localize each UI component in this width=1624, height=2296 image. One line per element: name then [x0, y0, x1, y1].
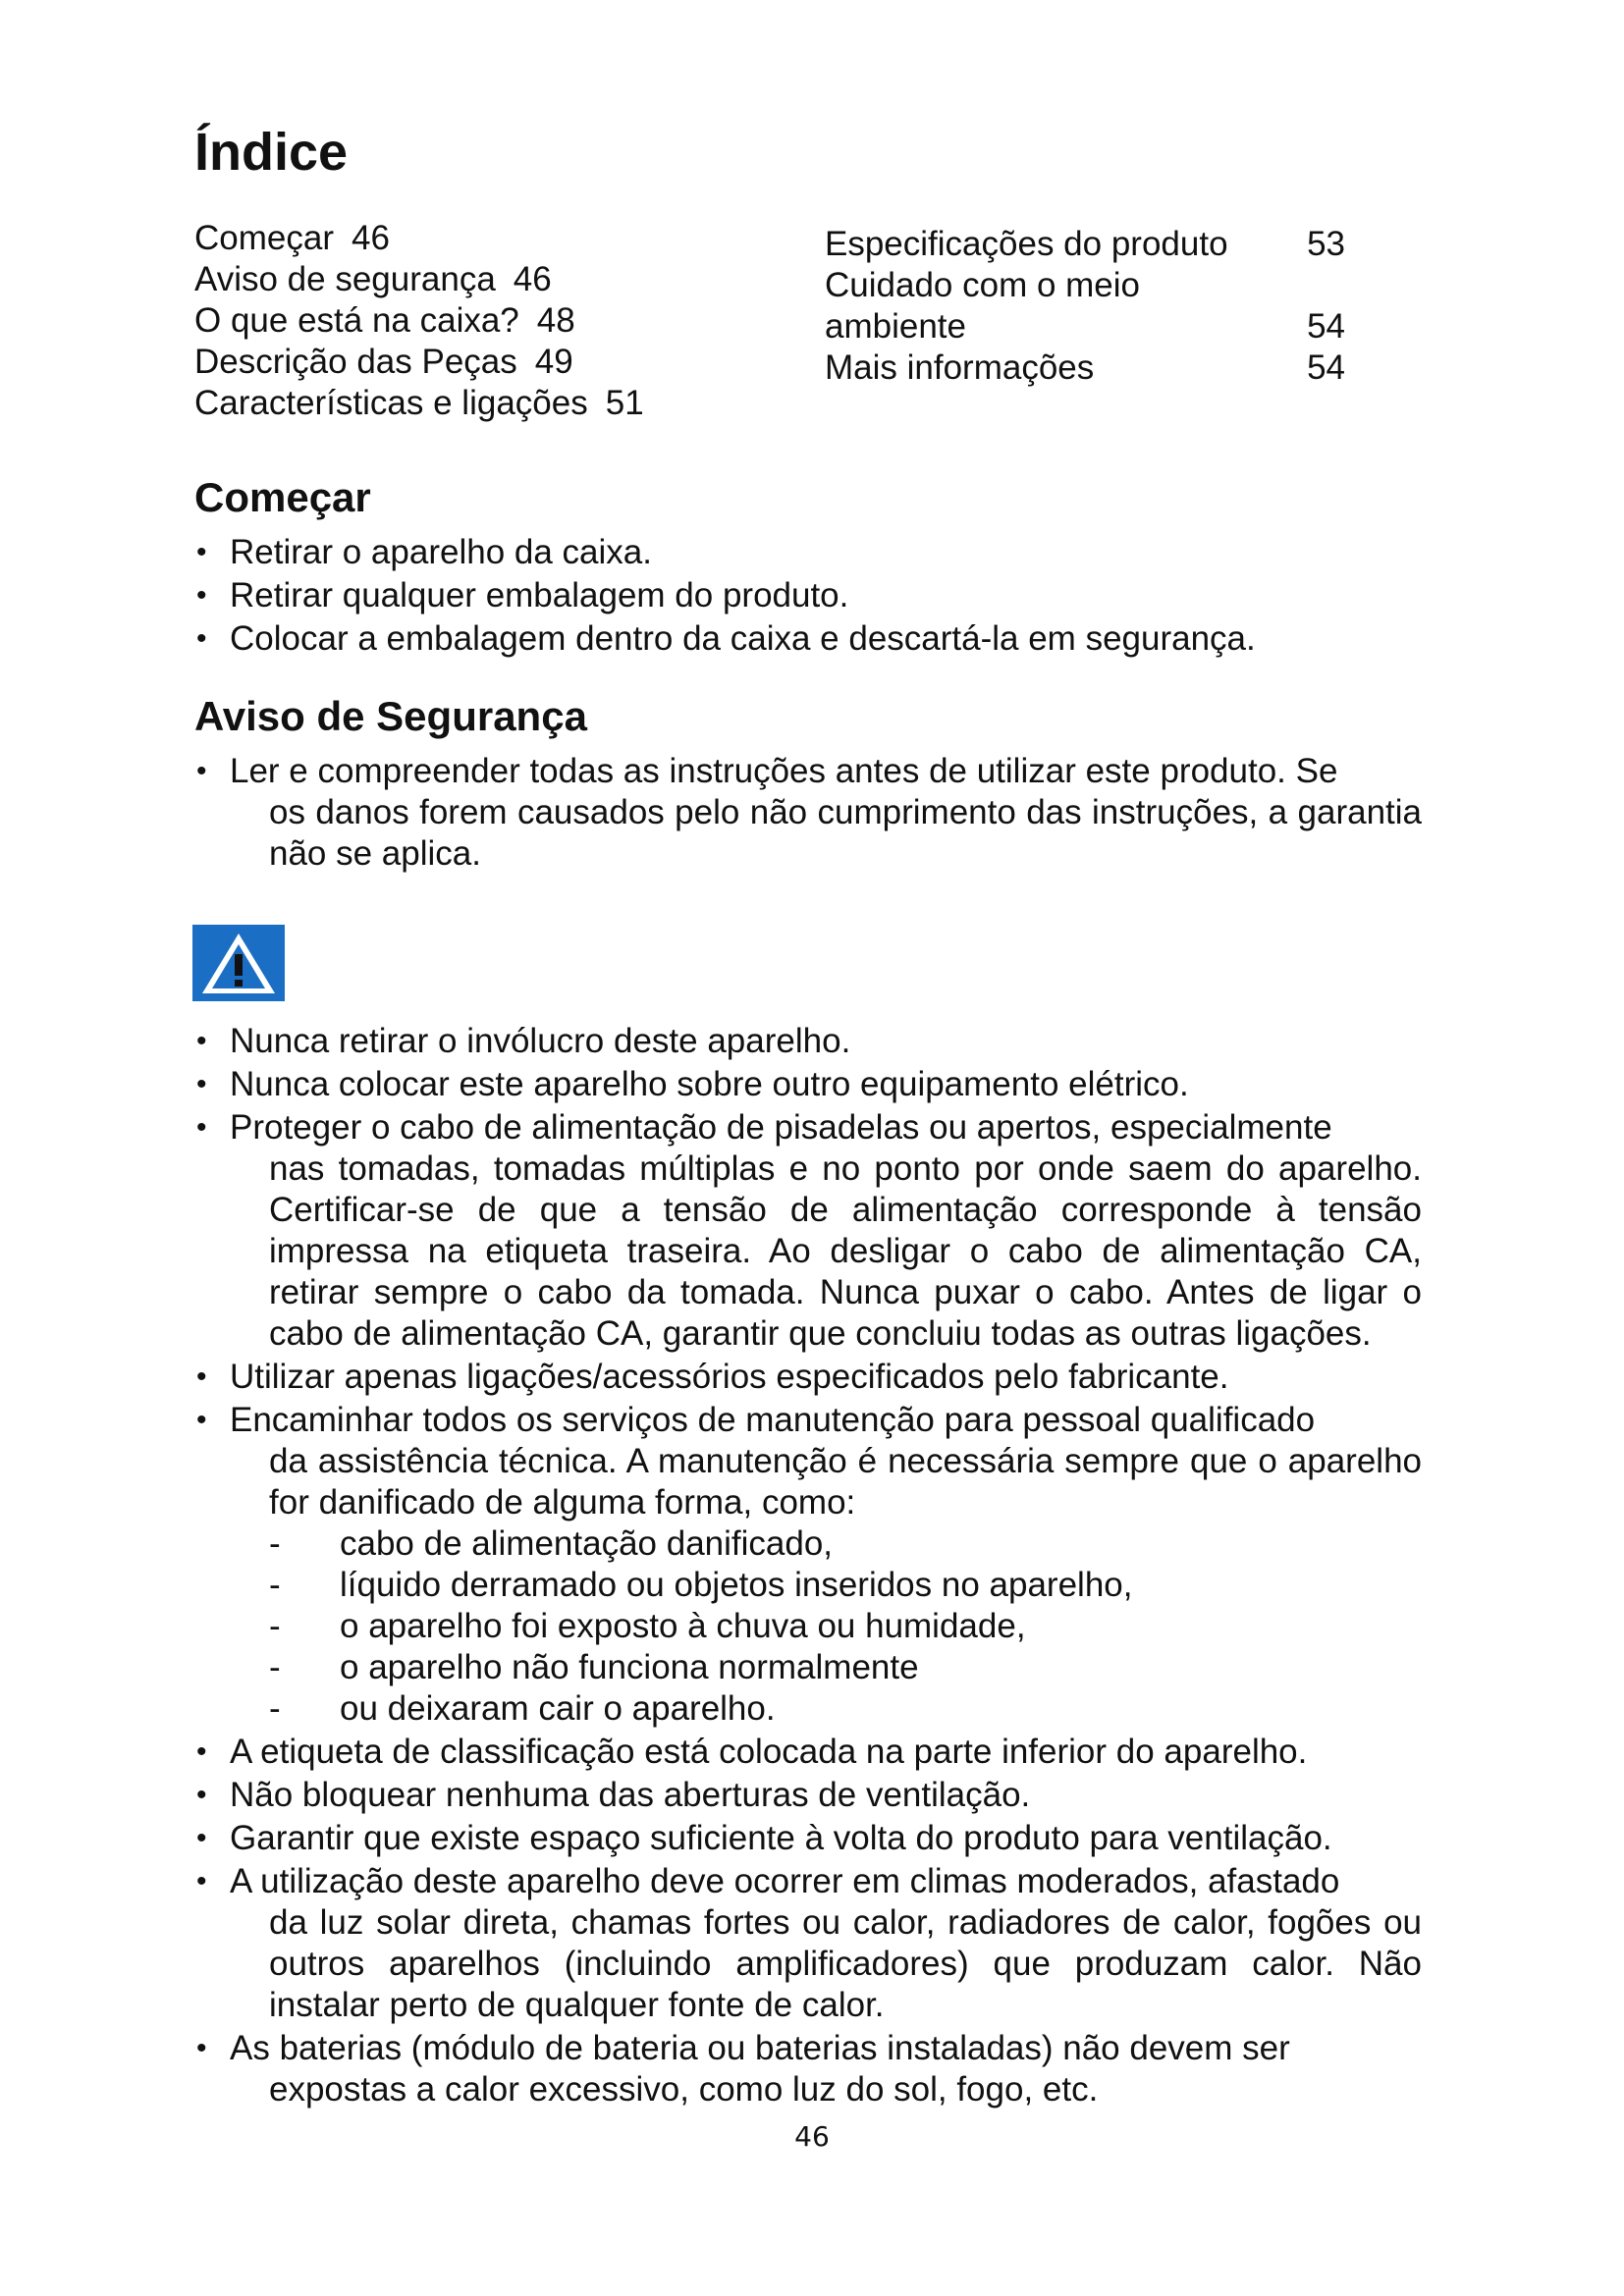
list-item-first-line: • Não bloquear nenhuma das aberturas de ventilação. — [230, 1776, 1031, 1814]
section-heading: Começar — [194, 474, 371, 520]
list-item — [194, 1775, 1422, 1816]
list-item-first-line: • A etiqueta de classificação está colocada na parte inferior do aparelho. — [230, 1733, 1308, 1771]
list-item: • Retirar o aparelho da caixa. — [194, 532, 1422, 573]
toc-entry[interactable] — [825, 265, 1345, 306]
sub-list-item: - líquido derramado ou objetos inseridos no aparelho, — [230, 1565, 1422, 1606]
list-item-first-line: • Utilizar apenas ligações/acessórios especificados pelo fabricante. — [230, 1358, 1229, 1396]
list-item — [194, 2028, 1422, 2110]
section-comecar — [194, 475, 1422, 662]
list-item — [194, 1861, 1422, 2026]
toc-entry-label: O que está na caixa? — [194, 301, 519, 340]
toc-entry-page: 46 — [351, 219, 390, 257]
bullet-list — [194, 532, 1422, 660]
list-item — [194, 1400, 1422, 1730]
sub-list-item: - o aparelho foi exposto à chuva ou humidade, — [230, 1606, 1422, 1647]
warning-icon-exclamation — [235, 954, 243, 976]
toc-entry-label: ambiente — [825, 307, 966, 346]
toc-right-column — [825, 224, 1345, 389]
warning-icon-dot — [235, 980, 243, 987]
toc-entry-label: Aviso de segurança — [194, 260, 496, 298]
toc-entry-label: Mais informações — [825, 348, 1095, 387]
section-aviso-intro — [194, 694, 1422, 877]
list-item-continuation: da luz solar direta, chamas fortes ou calor, radiadores de calor, fogões ou outros aparelhos (incluindo amplificadores) que produzam calor. Não instalar perto de qualquer fonte de calor. — [269, 1903, 1422, 2024]
toc-entry-page: 53 — [1307, 225, 1345, 263]
toc-entry-label: Descrição das Peças — [194, 343, 517, 381]
toc-entry-page: 48 — [536, 301, 575, 340]
page-title: Índice — [194, 123, 349, 182]
sub-list-item: - ou deixaram cair o aparelho. — [230, 1688, 1422, 1730]
toc-entry[interactable] — [825, 224, 1345, 265]
list-item-continuation: nas tomadas, tomadas múltiplas e no ponto por onde saem do aparelho. Certificar-se de que a tensão de alimentação corresponde à tensão impressa na etiqueta traseira. Ao desligar o cabo de alimentação CA, retirar sempre o cabo da tomada. Nunca puxar o cabo. Antes de ligar o cabo de alimentação CA, garantir que concluiu todas as outras ligações. — [269, 1149, 1422, 1353]
list-item-continuation: da assistência técnica. A manutenção é necessária sempre que o aparelho for danificado de alguma forma, como: — [269, 1442, 1422, 1522]
toc-left-column — [194, 218, 644, 424]
list-item-first-line: • Garantir que existe espaço suficiente à volta do produto para ventilação. — [230, 1819, 1332, 1857]
list-item-first-line: • Encaminhar todos os serviços de manutenção para pessoal qualificado — [230, 1401, 1316, 1439]
page-number: 46 — [794, 2120, 830, 2153]
bullet-list — [194, 1021, 1422, 2110]
toc-entry[interactable] — [194, 342, 644, 383]
list-item-continuation: expostas a calor excessivo, como luz do sol, fogo, etc. — [269, 2070, 1099, 2109]
section-heading: Aviso de Segurança — [194, 693, 587, 739]
list-item — [194, 1818, 1422, 1859]
toc-entry-label: Cuidado com o meio — [825, 266, 1140, 304]
list-item — [194, 1064, 1422, 1105]
sub-list-item: - cabo de alimentação danificado, — [230, 1523, 1422, 1565]
toc-entry-page: 54 — [1307, 348, 1345, 387]
list-item — [194, 1732, 1422, 1773]
list-item-first-line: • Ler e compreender todas as instruções antes de utilizar este produto. Se — [230, 752, 1338, 790]
list-item — [194, 1107, 1422, 1355]
toc-entry-page: 54 — [1307, 307, 1345, 346]
list-item-first-line: • As baterias (módulo de bateria ou baterias instaladas) não devem ser — [230, 2029, 1290, 2067]
toc-entry-label: Características e ligações — [194, 384, 588, 422]
list-item — [194, 1357, 1422, 1398]
toc-entry-label: Especificações do produto — [825, 225, 1228, 263]
list-item-first-line: • Nunca retirar o invólucro deste aparelho. — [230, 1022, 851, 1060]
toc-entry-page: 46 — [513, 260, 552, 298]
list-item — [194, 751, 1422, 875]
list-item-first-line: • Proteger o cabo de alimentação de pisadelas ou apertos, especialmente — [230, 1108, 1332, 1147]
list-item: • Retirar qualquer embalagem do produto. — [194, 575, 1422, 616]
list-item-first-line: • Nunca colocar este aparelho sobre outro equipamento elétrico. — [230, 1065, 1189, 1103]
toc-entry[interactable] — [194, 300, 644, 342]
toc-entry-page: 49 — [534, 343, 573, 381]
list-item-first-line: • A utilização deste aparelho deve ocorrer em climas moderados, afastado — [230, 1862, 1340, 1900]
toc-entry[interactable] — [194, 259, 644, 300]
toc-entry-label: Começar — [194, 219, 334, 257]
section-aviso-list — [194, 1021, 1422, 2112]
warning-triangle-icon — [192, 925, 285, 1001]
list-item-continuation: os danos forem causados pelo não cumprimento das instruções, a garantia não se aplica. — [269, 793, 1422, 873]
list-item — [194, 1021, 1422, 1062]
list-item: • Colocar a embalagem dentro da caixa e descartá-la em segurança. — [194, 618, 1422, 660]
toc-entry[interactable] — [194, 383, 644, 424]
sub-list-item: - o aparelho não funciona normalmente — [230, 1647, 1422, 1688]
toc-entry[interactable] — [194, 218, 644, 259]
toc-entry[interactable] — [825, 347, 1345, 389]
bullet-list — [194, 751, 1422, 875]
toc-entry-page: 51 — [605, 384, 644, 422]
toc-entry[interactable] — [825, 306, 1345, 347]
